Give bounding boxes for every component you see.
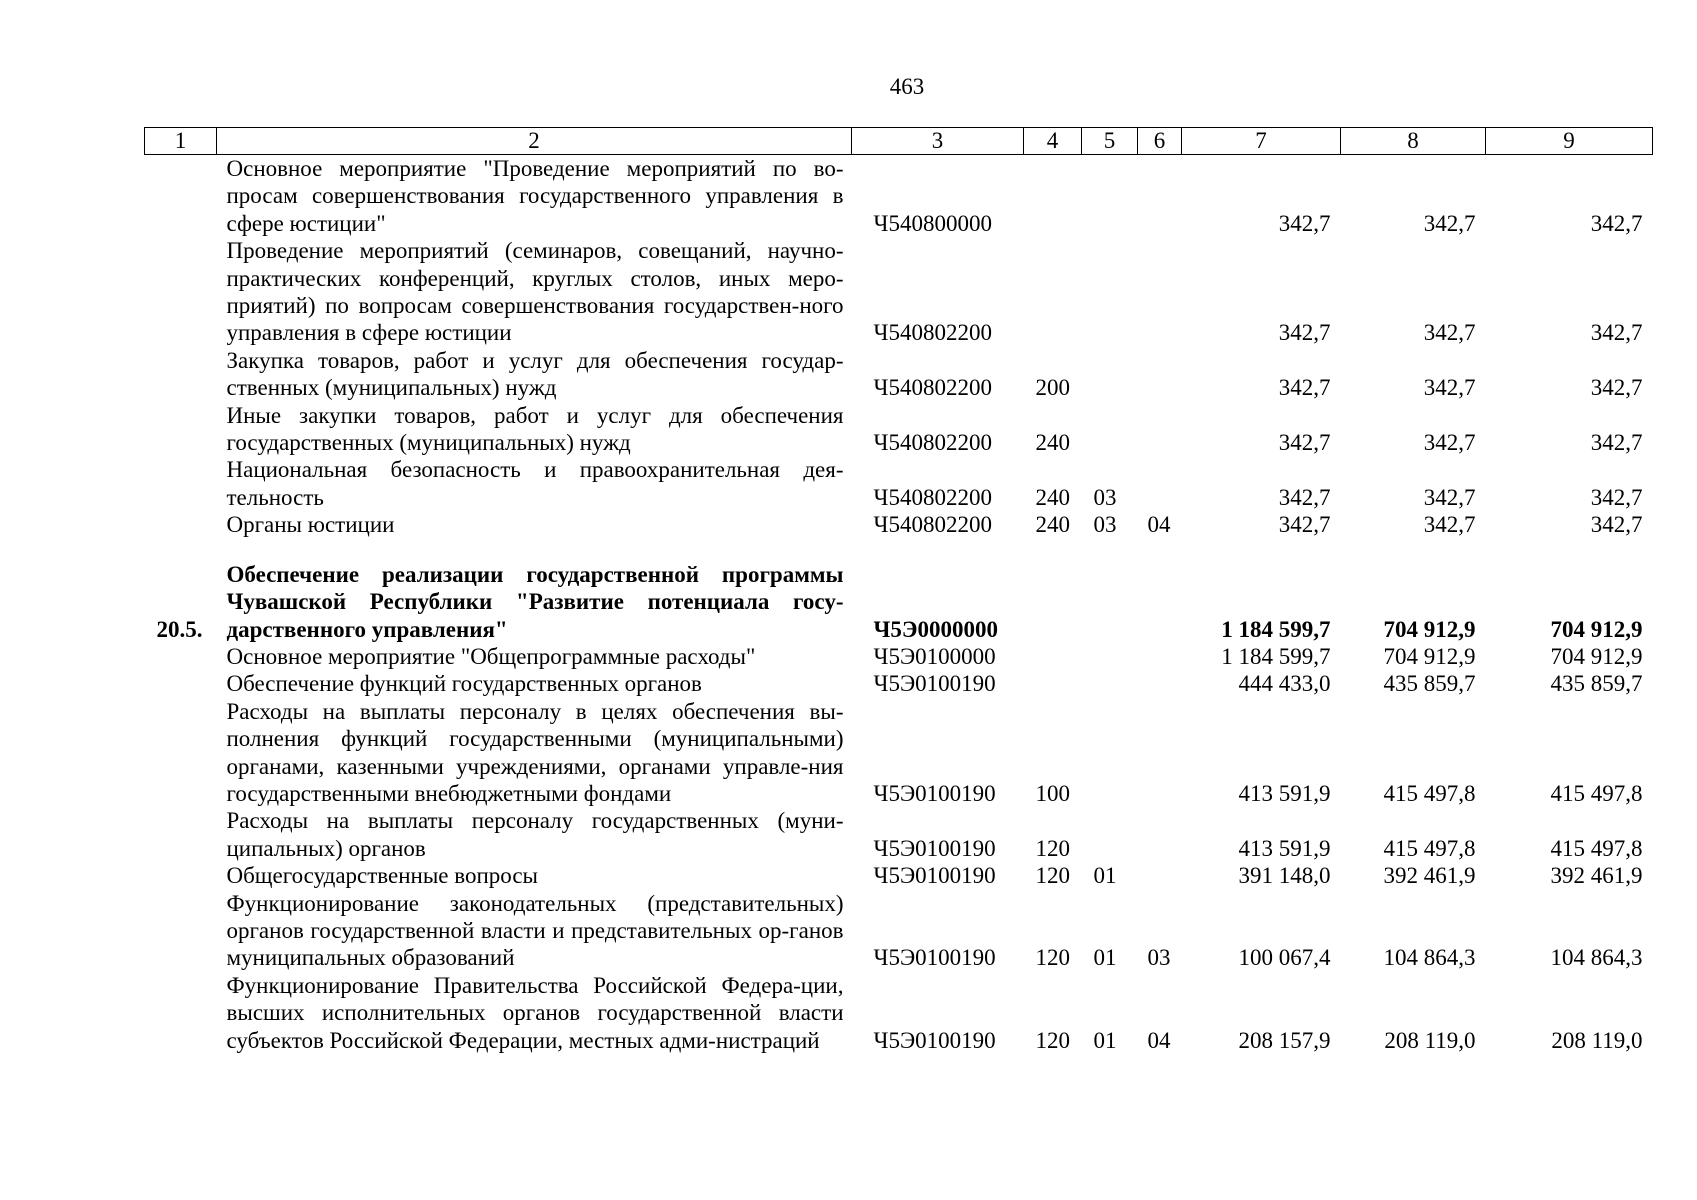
row-col6: [1138, 561, 1182, 643]
row-code: Ч540800000: [873, 210, 992, 236]
row-col4: [1024, 155, 1082, 238]
column-header-9: 9: [1486, 128, 1653, 155]
row-col5: 03: [1093, 484, 1117, 510]
row-col5: 01: [1093, 1027, 1117, 1053]
row-col6: [1138, 862, 1182, 889]
row-amount-8: 704 912,9: [1383, 643, 1476, 669]
row-code: Ч5Э0100190: [873, 1027, 996, 1053]
row-amount-8: 415 497,8: [1383, 835, 1476, 861]
row-col5: 03: [1093, 512, 1117, 538]
row-code: Ч540802200: [873, 375, 992, 401]
row-number: [145, 890, 217, 972]
row-col6: 04: [1147, 1027, 1171, 1053]
row-name: Органы юстиции: [226, 512, 395, 538]
column-header-7: 7: [1182, 128, 1341, 155]
row-amount-7: 342,7: [1278, 375, 1331, 401]
row-col5: [1082, 402, 1138, 457]
row-col4: 120: [1035, 835, 1070, 861]
row-name: Обеспечение реализации государственной программы Чувашской Республики "Развитие потенциала госу-дарственного управления": [226, 561, 844, 642]
row-col4: 200: [1035, 375, 1070, 401]
table-row: [145, 402, 1653, 457]
row-amount-7: 342,7: [1278, 320, 1331, 346]
spacer-row: [145, 539, 1653, 561]
column-header-3: 3: [852, 128, 1024, 155]
row-amount-8: 342,7: [1423, 512, 1476, 538]
row-name: Обеспечение функций государственных органов: [226, 671, 702, 697]
row-amount-9: 342,7: [1590, 320, 1643, 346]
row-amount-7: 342,7: [1278, 430, 1331, 456]
row-code: Ч5Э0100190: [873, 780, 996, 806]
row-number: [145, 862, 217, 889]
column-header-4: 4: [1024, 128, 1082, 155]
row-number: [145, 347, 217, 402]
row-amount-9: 342,7: [1590, 210, 1643, 236]
table-body: [145, 155, 1653, 1055]
row-amount-9: 704 912,9: [1550, 616, 1643, 642]
row-amount-8: 342,7: [1423, 320, 1476, 346]
row-col6: [1138, 402, 1182, 457]
row-amount-7: 342,7: [1278, 484, 1331, 510]
table-row: [145, 643, 1653, 670]
row-name: Закупка товаров, работ и услуг для обеспечения государ-ственных (муниципальных) нужд: [226, 347, 844, 401]
row-amount-9: 342,7: [1590, 430, 1643, 456]
row-amount-7: 208 157,9: [1238, 1027, 1331, 1053]
row-col4: 120: [1035, 945, 1070, 971]
column-number-header: [145, 128, 1653, 155]
row-number: [145, 402, 217, 457]
row-amount-8: 342,7: [1423, 484, 1476, 510]
table-row: [145, 456, 1653, 511]
row-name: Основное мероприятие "Проведение мероприятий по во-просам совершенствования государственного управления в сфере юстиции": [226, 156, 844, 236]
page-number: 463: [889, 74, 925, 99]
row-col5: [1082, 237, 1138, 347]
column-header-5: 5: [1082, 128, 1138, 155]
row-col6: [1138, 643, 1182, 670]
row-number: [145, 670, 217, 697]
row-amount-8: 392 461,9: [1383, 863, 1476, 889]
row-amount-8: 342,7: [1423, 210, 1476, 236]
row-code: Ч5Э0100000: [873, 643, 996, 669]
column-header-6: 6: [1138, 128, 1182, 155]
row-col6: [1138, 807, 1182, 862]
row-col4: [1024, 643, 1082, 670]
column-header-2: 2: [217, 128, 852, 155]
table-row: [145, 807, 1653, 862]
row-col6: [1138, 698, 1182, 808]
table-row: [145, 347, 1653, 402]
row-name: Расходы на выплаты персоналу в целях обеспечения вы-полнения функций государственными (муниципальными) органами, казенными учреждениями, органами управле-ния государственными внебюджетными фондами: [226, 698, 844, 806]
row-amount-9: 435 859,7: [1550, 671, 1643, 697]
row-code: Ч5Э0100190: [873, 671, 996, 697]
table-row: [145, 155, 1653, 238]
row-amount-9: 392 461,9: [1550, 863, 1643, 889]
row-col6: [1138, 670, 1182, 697]
row-number: [145, 155, 217, 238]
row-amount-9: 342,7: [1590, 512, 1643, 538]
row-number: [145, 237, 217, 347]
row-amount-8: 415 497,8: [1383, 780, 1476, 806]
row-amount-9: 415 497,8: [1550, 780, 1643, 806]
row-name: Основное мероприятие "Общепрограммные расходы": [226, 643, 756, 669]
row-amount-8: 208 119,0: [1384, 1027, 1476, 1053]
table-row: [145, 561, 1653, 643]
row-col5: [1082, 643, 1138, 670]
row-col4: 240: [1035, 484, 1070, 510]
table-row: [145, 237, 1653, 347]
row-col4: 240: [1035, 430, 1070, 456]
row-col5: [1082, 670, 1138, 697]
row-name: Расходы на выплаты персоналу государственных (муни-ципальных) органов: [226, 808, 844, 861]
row-col5: [1082, 155, 1138, 238]
row-name: Общегосударственные вопросы: [226, 863, 538, 889]
row-amount-7: 1 184 599,7: [1221, 643, 1331, 669]
row-amount-8: 342,7: [1423, 430, 1476, 456]
row-number: 20.5.: [156, 616, 203, 642]
row-amount-8: 104 864,3: [1383, 945, 1476, 971]
row-amount-9: 342,7: [1590, 484, 1643, 510]
row-amount-7: 413 591,9: [1238, 780, 1331, 806]
row-code: Ч540802200: [873, 320, 992, 346]
row-amount-8: 342,7: [1423, 375, 1476, 401]
row-code: Ч5Э0100190: [873, 863, 996, 889]
column-header-8: 8: [1341, 128, 1486, 155]
row-number: [145, 511, 217, 538]
row-code: Ч5Э0000000: [873, 616, 998, 642]
spacer-cell: [145, 539, 1653, 561]
budget-table: [144, 127, 1653, 1054]
row-number: [145, 807, 217, 862]
row-amount-9: 208 119,0: [1551, 1027, 1643, 1053]
row-number: [145, 643, 217, 670]
row-col4: [1024, 561, 1082, 643]
row-amount-9: 104 864,3: [1550, 945, 1643, 971]
row-amount-7: 444 433,0: [1238, 671, 1331, 697]
row-name: Иные закупки товаров, работ и услуг для обеспечения государственных (муниципальных) нужд: [226, 402, 844, 456]
table-row: [145, 511, 1653, 538]
row-col4: [1024, 670, 1082, 697]
row-col6: 03: [1147, 945, 1171, 971]
row-col6: [1138, 237, 1182, 347]
row-col4: 240: [1035, 512, 1070, 538]
row-amount-7: 391 148,0: [1238, 863, 1331, 889]
row-code: Ч540802200: [873, 430, 992, 456]
column-header-1: 1: [145, 128, 217, 155]
row-amount-8: 435 859,7: [1383, 671, 1476, 697]
table-row: [145, 698, 1653, 808]
row-name: Проведение мероприятий (семинаров, совещаний, научно-практических конференций, круглых столов, иных меро-приятий) по вопросам совершенствования государствен-ного управления в сфере юстиции: [226, 238, 844, 346]
row-name: Функционирование законодательных (представительных) органов государственной власти и представительных ор-ганов муниципальных образований: [226, 890, 844, 971]
row-code: Ч5Э0100190: [873, 835, 996, 861]
row-col4: [1024, 237, 1082, 347]
row-amount-7: 342,7: [1278, 512, 1331, 538]
row-amount-7: 1 184 599,7: [1221, 616, 1331, 642]
row-col5: [1082, 347, 1138, 402]
row-col4: 100: [1035, 780, 1070, 806]
table-row: [145, 890, 1653, 972]
table-row: [145, 670, 1653, 697]
row-col5: [1082, 698, 1138, 808]
row-col4: 120: [1035, 1027, 1070, 1053]
row-amount-7: 342,7: [1278, 210, 1331, 236]
row-col6: [1138, 456, 1182, 511]
row-number: [145, 456, 217, 511]
row-col6: [1138, 155, 1182, 238]
row-amount-9: 704 912,9: [1550, 643, 1643, 669]
row-code: Ч540802200: [873, 484, 992, 510]
row-col6: 04: [1147, 512, 1171, 538]
row-col6: [1138, 347, 1182, 402]
row-col5: [1082, 561, 1138, 643]
row-amount-7: 413 591,9: [1238, 835, 1331, 861]
row-code: Ч540802200: [873, 512, 992, 538]
row-amount-7: 100 067,4: [1238, 945, 1331, 971]
row-col5: [1082, 807, 1138, 862]
row-amount-9: 415 497,8: [1550, 835, 1643, 861]
table-row: [145, 972, 1653, 1054]
row-name: Национальная безопасность и правоохранительная дея-тельность: [226, 457, 844, 510]
row-amount-9: 342,7: [1590, 375, 1643, 401]
row-col5: 01: [1093, 863, 1117, 889]
row-col5: 01: [1093, 945, 1117, 971]
row-name: Функционирование Правительства Российской Федера-ции, высших исполнительных органов государственной власти субъектов Российской Федерации, местных адми-нистраций: [226, 972, 844, 1053]
table-row: [145, 862, 1653, 889]
row-number: [145, 698, 217, 808]
row-col4: 120: [1035, 863, 1070, 889]
row-code: Ч5Э0100190: [873, 945, 996, 971]
row-amount-8: 704 912,9: [1383, 616, 1476, 642]
row-number: [145, 972, 217, 1054]
